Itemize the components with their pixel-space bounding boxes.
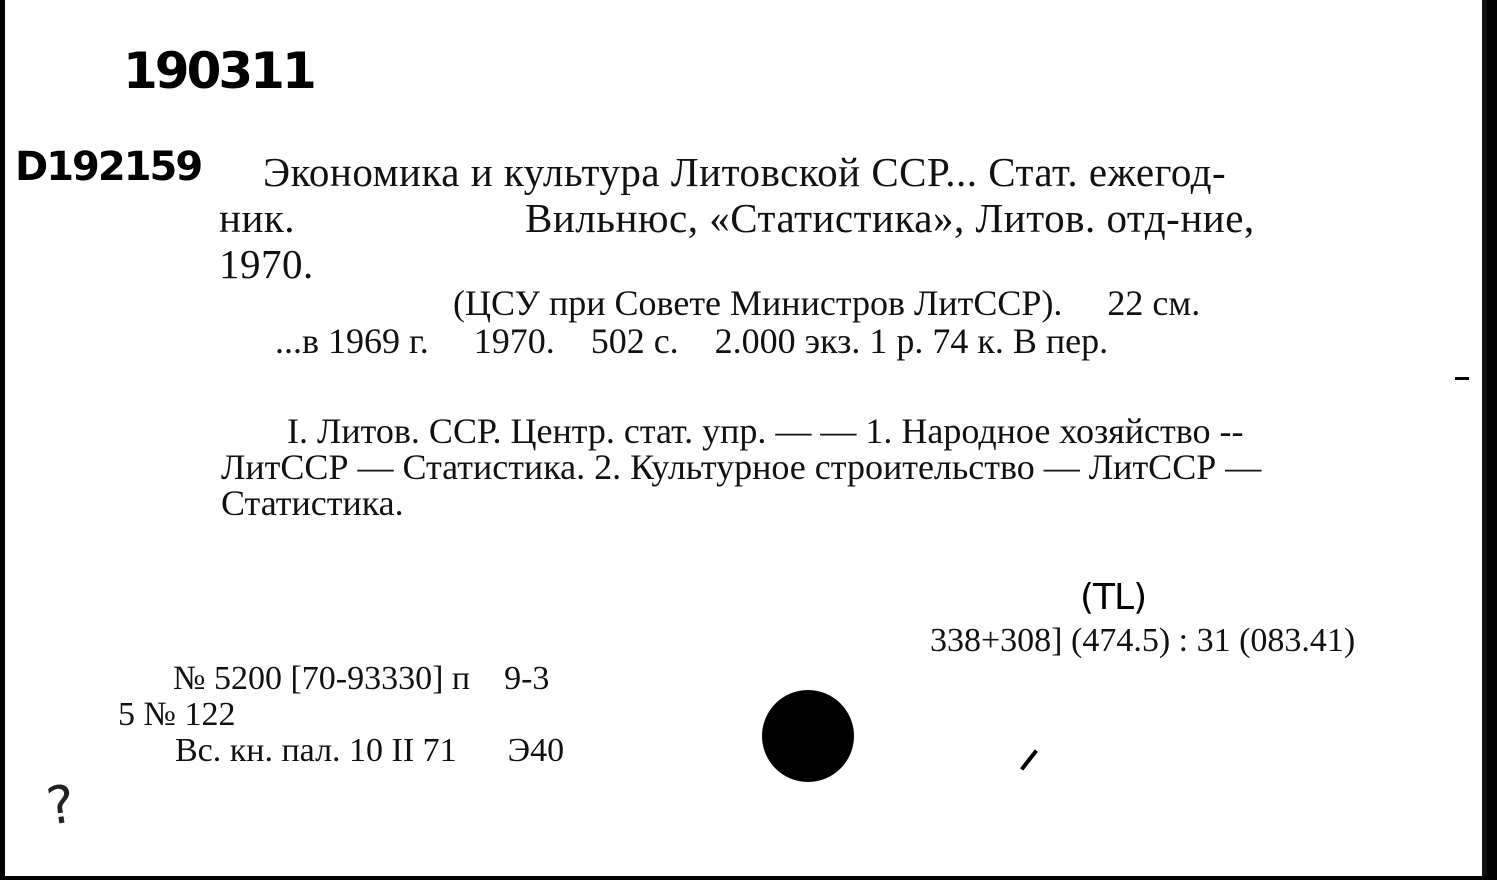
card-punch-hole	[762, 690, 854, 782]
stray-ink-mark	[1455, 377, 1469, 380]
handwritten-location-mark: (TL)	[1080, 577, 1147, 618]
catalog-card	[5, 0, 1487, 876]
entry-year: 1970.	[219, 241, 314, 287]
handwritten-accession-number: 190311	[123, 42, 314, 100]
entry-series-note: (ЦСУ при Совете Министров ЛитССР). 22 см.	[453, 283, 1201, 323]
subject-line: Статистика.	[221, 483, 404, 523]
classification-number: 338+308] (474.5) : 31 (083.41)	[930, 622, 1356, 659]
handwritten-question-mark: ?	[42, 774, 79, 838]
book-chamber-note: Вс. кн. пал. 10 II 71 Э40	[175, 732, 565, 769]
entry-physical-description: ...в 1969 г. 1970. 502 с. 2.000 экз. 1 р. 74 к. В пер.	[275, 321, 1109, 361]
order-number: 5 № 122	[118, 696, 236, 733]
entry-title-continuation: ник.	[219, 195, 296, 241]
subject-line: ЛитССР — Статистика. 2. Культурное строительство — ЛитССР —	[221, 447, 1262, 487]
entry-title-line: Экономика и культура Литовской ССР... Стат. ежегод-	[263, 149, 1227, 195]
stray-ink-mark	[1020, 749, 1038, 770]
subject-line: I. Литов. ССР. Центр. стат. упр. — — 1. Народное хозяйство --	[287, 411, 1244, 451]
handwritten-call-number: D192159	[15, 144, 202, 190]
registry-number: № 5200 [70-93330] п 9-3	[173, 660, 550, 697]
entry-publisher: Вильнюс, «Статистика», Литов. отд-ние,	[525, 195, 1255, 241]
